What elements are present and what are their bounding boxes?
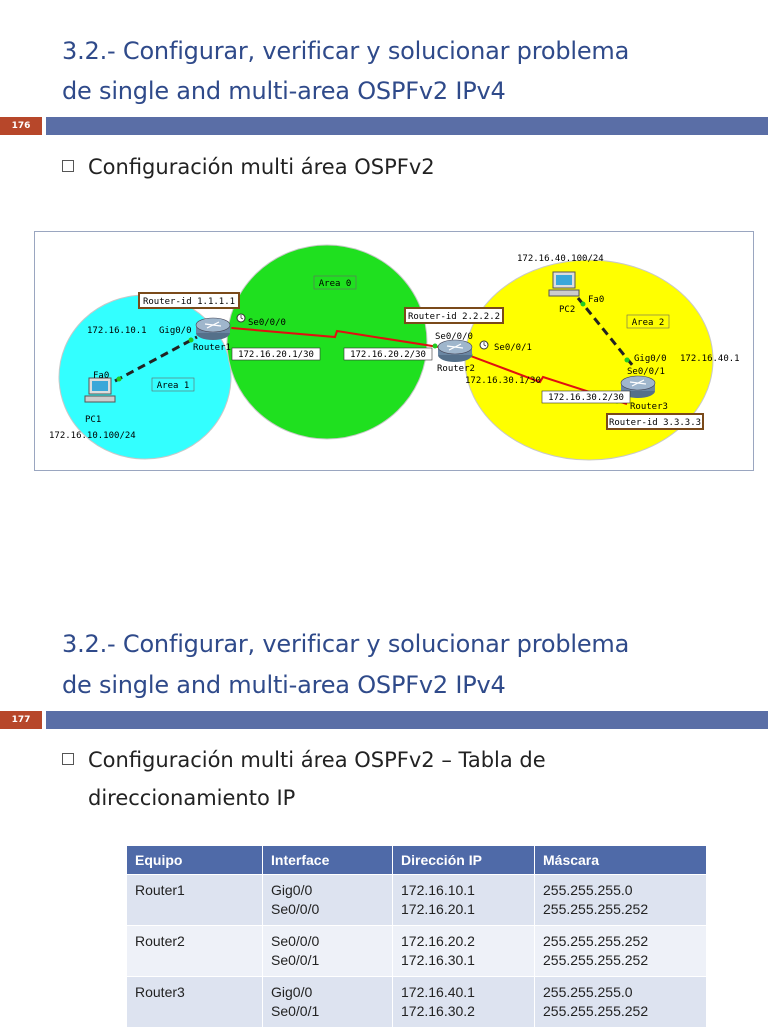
- bullet-text: Configuración multi área OSPFv2: [88, 155, 435, 179]
- r2-se0: Se0/0/0: [435, 332, 473, 342]
- table-row: [127, 875, 707, 926]
- cell-mask: 255.255.255.0 255.255.255.252: [535, 977, 707, 1028]
- cell-ip: 172.16.10.1 172.16.20.1: [393, 875, 535, 926]
- pc2-name: PC2: [559, 305, 576, 315]
- link-dot: [581, 302, 586, 307]
- bullet-item-continued: [88, 781, 295, 816]
- r1-se-ip: 172.16.20.1/30: [238, 350, 314, 360]
- area0-zone: [227, 245, 427, 439]
- bullet-square-icon: [62, 160, 74, 172]
- bullet-text-line1: Configuración multi área OSPFv2 – Tabla de: [88, 748, 546, 772]
- r3-lan-ip: 172.16.40.1: [680, 354, 740, 364]
- r2-se1: Se0/0/1: [494, 343, 532, 353]
- pc1-name: PC1: [85, 415, 102, 425]
- clock-icon: [237, 314, 245, 322]
- slide-number: 176: [0, 117, 42, 135]
- area1-label: Area 1: [156, 381, 190, 391]
- area0-label: Area 0: [318, 279, 352, 289]
- pc2-fa: Fa0: [588, 295, 605, 305]
- cell-interface: Se0/0/0 Se0/0/1: [263, 926, 393, 977]
- area2-label: Area 2: [631, 318, 665, 328]
- bullet-text-line2: direccionamiento IP: [88, 786, 296, 810]
- pc1-ip: 172.16.10.100/24: [49, 431, 136, 441]
- table-row: [127, 926, 707, 977]
- router-icon[interactable]: [438, 340, 472, 362]
- pc-icon[interactable]: [549, 272, 579, 296]
- cell-interface: Gig0/0 Se0/0/1: [263, 977, 393, 1028]
- router-id-r3: Router-id 3.3.3.3: [608, 418, 702, 428]
- r3-se: Se0/0/1: [627, 367, 665, 377]
- router-icon[interactable]: [196, 318, 230, 340]
- slide-title-line2: de single and multi-area OSPFv2 IPv4: [62, 77, 506, 105]
- header-interface: Interface: [263, 846, 393, 875]
- slide-title-line2: de single and multi-area OSPFv2 IPv4: [62, 671, 506, 699]
- r1-lan-ip: 172.16.10.1: [87, 326, 147, 336]
- router3-name: Router3: [630, 402, 668, 412]
- cell-equipo: Router2: [127, 926, 263, 977]
- topology-svg: [35, 232, 753, 470]
- r1-gig: Gig0/0: [159, 326, 192, 336]
- pc-icon[interactable]: [85, 378, 115, 402]
- slide-title-line1: 3.2.- Configurar, verificar y solucionar problema: [62, 37, 630, 65]
- bullet-square-icon: [62, 753, 74, 765]
- title-bar: [46, 711, 768, 729]
- title-bar: [46, 117, 768, 135]
- header-mask: Máscara: [535, 846, 707, 875]
- header-equipo: Equipo: [127, 846, 263, 875]
- r3-se-ip: 172.16.30.2/30: [548, 393, 624, 403]
- r2-se0-ip: 172.16.20.2/30: [350, 350, 426, 360]
- slide-title-line1: 3.2.- Configurar, verificar y solucionar problema: [62, 630, 630, 658]
- clock-icon: [480, 341, 488, 349]
- header-ip: Dirección IP: [393, 846, 535, 875]
- link-dot: [433, 344, 438, 349]
- router1-name: Router1: [193, 343, 231, 353]
- router-id-r2: Router-id 2.2.2.2: [407, 312, 501, 322]
- r1-se: Se0/0/0: [248, 318, 286, 328]
- cell-mask: 255.255.255.252 255.255.255.252: [535, 926, 707, 977]
- cell-ip: 172.16.40.1 172.16.30.2: [393, 977, 535, 1028]
- ip-addressing-table: [126, 845, 707, 1028]
- table-header-row: [127, 846, 707, 875]
- link-dot: [117, 377, 122, 382]
- cell-equipo: Router3: [127, 977, 263, 1028]
- slide-number: 177: [0, 711, 42, 729]
- r2-se1-ip: 172.16.30.1/30: [465, 376, 541, 386]
- bullet-item: [62, 150, 435, 185]
- router-id-r1: Router-id 1.1.1.1: [142, 297, 236, 307]
- cell-interface: Gig0/0 Se0/0/0: [263, 875, 393, 926]
- pc2-ip: 172.16.40.100/24: [517, 254, 604, 264]
- pc1-fa: Fa0: [93, 371, 110, 381]
- router2-name: Router2: [437, 364, 475, 374]
- cell-ip: 172.16.20.2 172.16.30.1: [393, 926, 535, 977]
- cell-equipo: Router1: [127, 875, 263, 926]
- bullet-item: [62, 743, 546, 778]
- table-row: [127, 977, 707, 1028]
- link-dot: [625, 358, 630, 363]
- r3-gig: Gig0/0: [634, 354, 667, 364]
- link-dot: [189, 338, 194, 343]
- cell-mask: 255.255.255.0 255.255.255.252: [535, 875, 707, 926]
- network-diagram: [34, 231, 754, 471]
